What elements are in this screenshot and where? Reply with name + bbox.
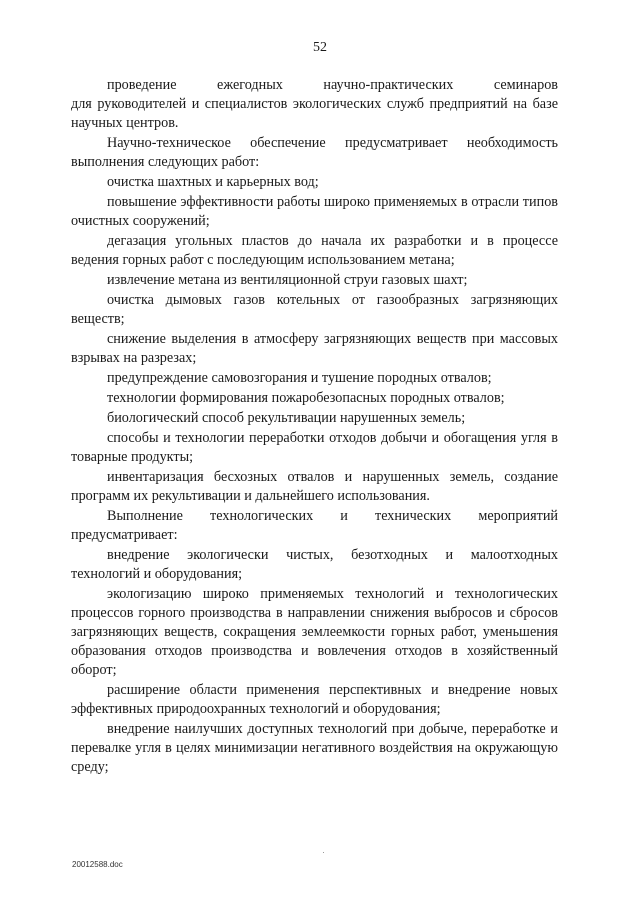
paragraph-line: способы и технологии переработки отходов добычи и обогащения угля в товарные продукты; xyxy=(71,430,558,465)
paragraph-line: предусматривает: xyxy=(71,527,178,543)
paragraph-line: проведение ежегодных научно-практических семинаров xyxy=(107,77,558,93)
paragraph xyxy=(71,585,558,680)
paragraph xyxy=(71,526,558,545)
paragraph xyxy=(71,720,558,777)
page-number: 52 xyxy=(313,40,327,55)
paragraph-line: для руководителей и специалистов экологических служб предприятий на базе научных центров. xyxy=(71,96,558,131)
paragraph-line: снижение выделения в атмосферу загрязняющих веществ при массовых взрывах на разрезах; xyxy=(71,331,558,366)
paragraph xyxy=(71,409,558,428)
paragraph-line: технологии формирования пожаробезопасных породных отвалов; xyxy=(107,390,505,406)
paragraph-line: предупреждение самовозгорания и тушение породных отвалов; xyxy=(107,370,492,386)
paragraph-line: Научно-техническое обеспечение предусматривает необходимость выполнения следующих работ: xyxy=(71,135,558,170)
paragraph-line: Выполнение технологических и технических мероприятий xyxy=(107,508,558,524)
file-name-footer: 20012588.doc xyxy=(72,860,123,869)
paragraph xyxy=(71,291,558,329)
paragraph-line: повышение эффективности работы широко применяемых в отрасли типов очистных сооружений; xyxy=(71,194,558,229)
document-body xyxy=(71,76,558,777)
paragraph xyxy=(71,389,558,408)
paragraph-line: очистка шахтных и карьерных вод; xyxy=(107,174,319,190)
paragraph-line: очистка дымовых газов котельных от газообразных загрязняющих веществ; xyxy=(71,292,558,327)
paragraph-line: внедрение экологически чистых, безотходных и малоотходных технологий и оборудования; xyxy=(71,547,558,582)
paragraph xyxy=(71,134,558,172)
paragraph xyxy=(71,468,558,506)
paragraph-line: дегазация угольных пластов до начала их разработки и в процессе ведения горных работ с последующим использованием метана; xyxy=(71,233,558,268)
paragraph xyxy=(71,681,558,719)
paragraph xyxy=(71,232,558,270)
paragraph xyxy=(71,369,558,388)
paragraph xyxy=(71,95,558,133)
paragraph xyxy=(71,330,558,368)
paragraph xyxy=(71,173,558,192)
paragraph xyxy=(71,507,558,526)
paragraph xyxy=(71,76,558,95)
paragraph-line: инвентаризация бесхозных отвалов и нарушенных земель, создание программ их рекультивации и дальнейшего использования. xyxy=(71,469,558,504)
paragraph xyxy=(71,271,558,290)
paragraph-line: расширение области применения перспективных и внедрение новых эффективных природоохранных технологий и оборудования; xyxy=(71,682,558,717)
paragraph xyxy=(71,429,558,467)
paragraph xyxy=(71,193,558,231)
paragraph xyxy=(71,546,558,584)
paragraph-line: внедрение наилучших доступных технологий при добыче, переработке и перевалке угля в целях минимизации негативного воздействия на окружающую среду; xyxy=(71,721,558,775)
paragraph-line: биологический способ рекультивации нарушенных земель; xyxy=(107,410,466,426)
paragraph-line: экологизацию широко применяемых технологий и технологических процессов горного производства в направлении снижения выбросов и сбросов загрязняющих веществ, сокращения землеемкости горных работ, уменьшения образования отходов производства и вовлечения отходов в хозяйственный оборот; xyxy=(71,586,558,678)
scan-speck xyxy=(323,852,324,853)
paragraph-line: извлечение метана из вентиляционной струи газовых шахт; xyxy=(107,272,468,288)
